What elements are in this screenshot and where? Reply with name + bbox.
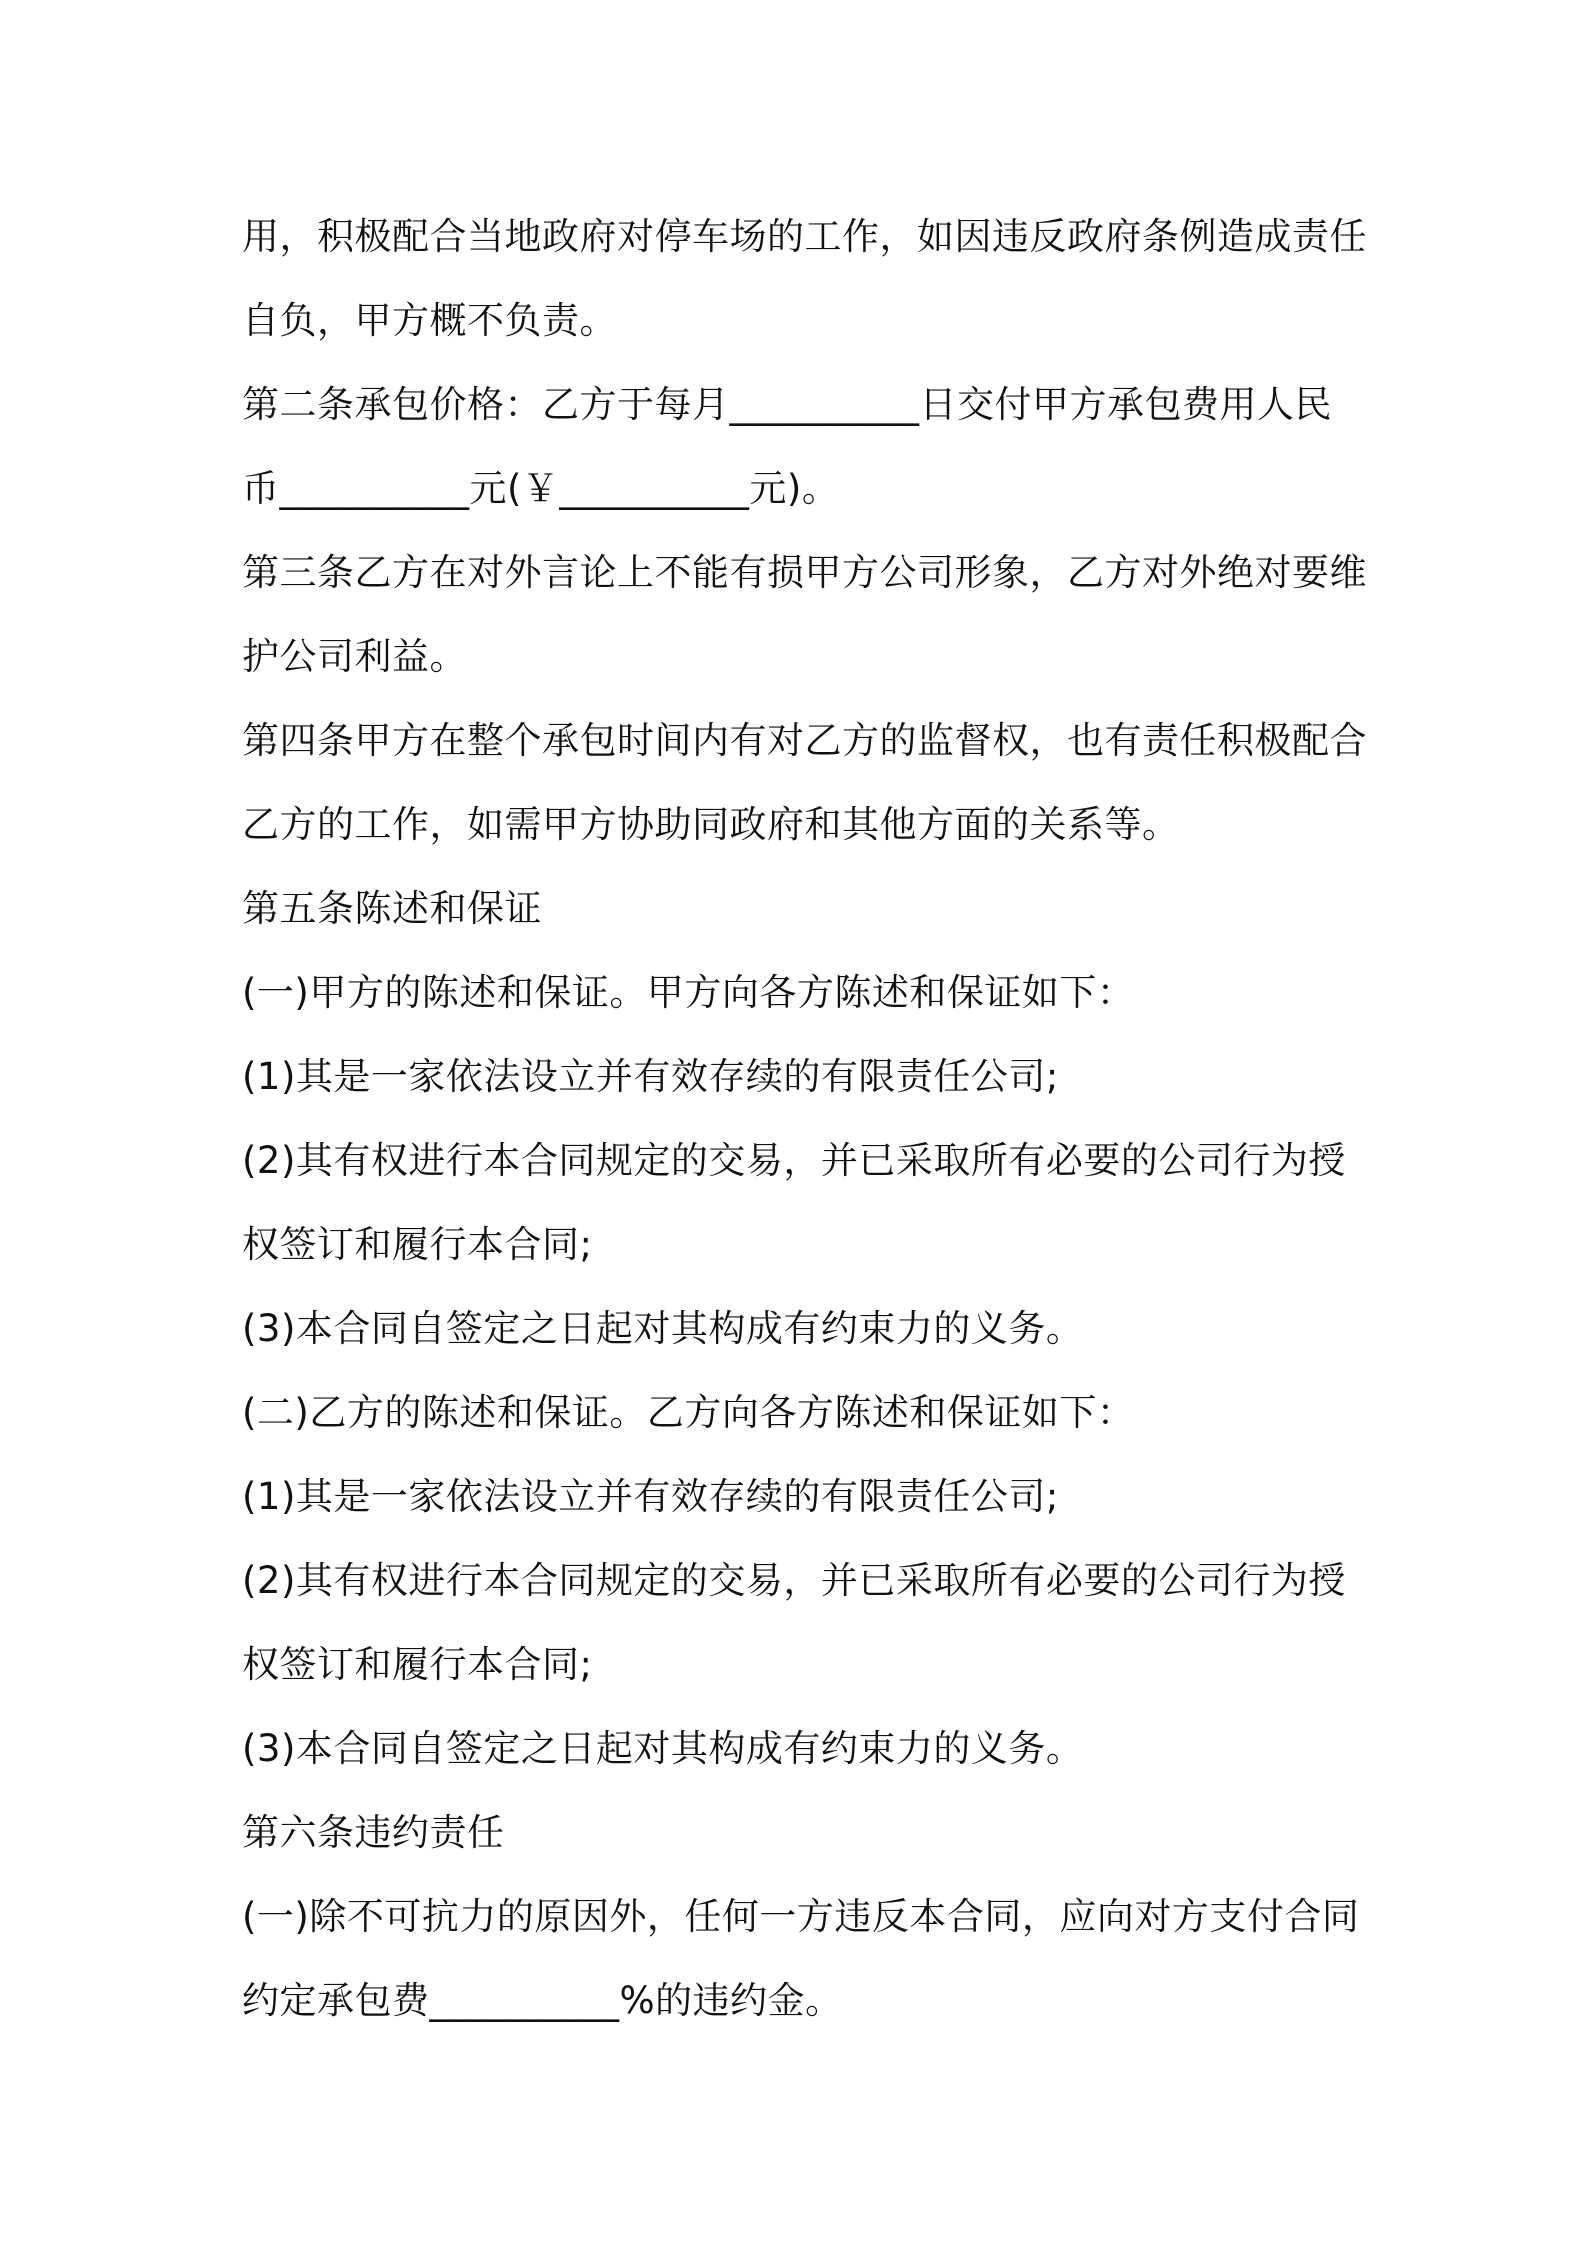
text-line: 币__________元(￥__________元)。	[242, 467, 840, 510]
list-item: (1)其是一家依法设立并有效存续的有限责任公司;	[242, 1055, 1059, 1098]
text-line: 自负，甲方概不负责。	[242, 299, 617, 342]
list-item: (2)其有权进行本合同规定的交易，并已采取所有必要的公司行为授	[242, 1139, 1346, 1182]
list-item: (1)其是一家依法设立并有效存续的有限责任公司;	[242, 1475, 1059, 1518]
document-body	[242, 195, 1367, 2043]
list-item: (2)其有权进行本合同规定的交易，并已采取所有必要的公司行为授	[242, 1559, 1346, 1602]
clause-party-a-heading: (一)甲方的陈述和保证。甲方向各方陈述和保证如下：	[242, 971, 1135, 1014]
list-item: (3)本合同自签定之日起对其构成有约束力的义务。	[242, 1727, 1084, 1770]
article-6-heading: 第六条违约责任	[242, 1811, 505, 1854]
text-line: 权签订和履行本合同;	[242, 1223, 593, 1266]
article-2-price: 第二条承包价格：乙方于每月__________日交付甲方承包费用人民	[242, 383, 1332, 426]
article-3: 第三条乙方在对外言论上不能有损甲方公司形象，乙方对外绝对要维	[242, 551, 1367, 594]
text-line: 乙方的工作，如需甲方协助同政府和其他方面的关系等。	[242, 803, 1180, 846]
article-5-heading: 第五条陈述和保证	[242, 887, 542, 930]
list-item: (3)本合同自签定之日起对其构成有约束力的义务。	[242, 1307, 1084, 1350]
text-line: 护公司利益。	[242, 635, 467, 678]
text-line: 用，积极配合当地政府对停车场的工作，如因违反政府条例造成责任	[242, 215, 1367, 258]
text-line: 权签订和履行本合同;	[242, 1643, 593, 1686]
clause-party-b-heading: (二)乙方的陈述和保证。乙方向各方陈述和保证如下：	[242, 1391, 1135, 1434]
article-4: 第四条甲方在整个承包时间内有对乙方的监督权，也有责任积极配合	[242, 719, 1367, 762]
text-line: 约定承包费__________%的违约金。	[242, 1979, 843, 2022]
list-item: (一)除不可抗力的原因外，任何一方违反本合同，应向对方支付合同	[242, 1895, 1360, 1938]
